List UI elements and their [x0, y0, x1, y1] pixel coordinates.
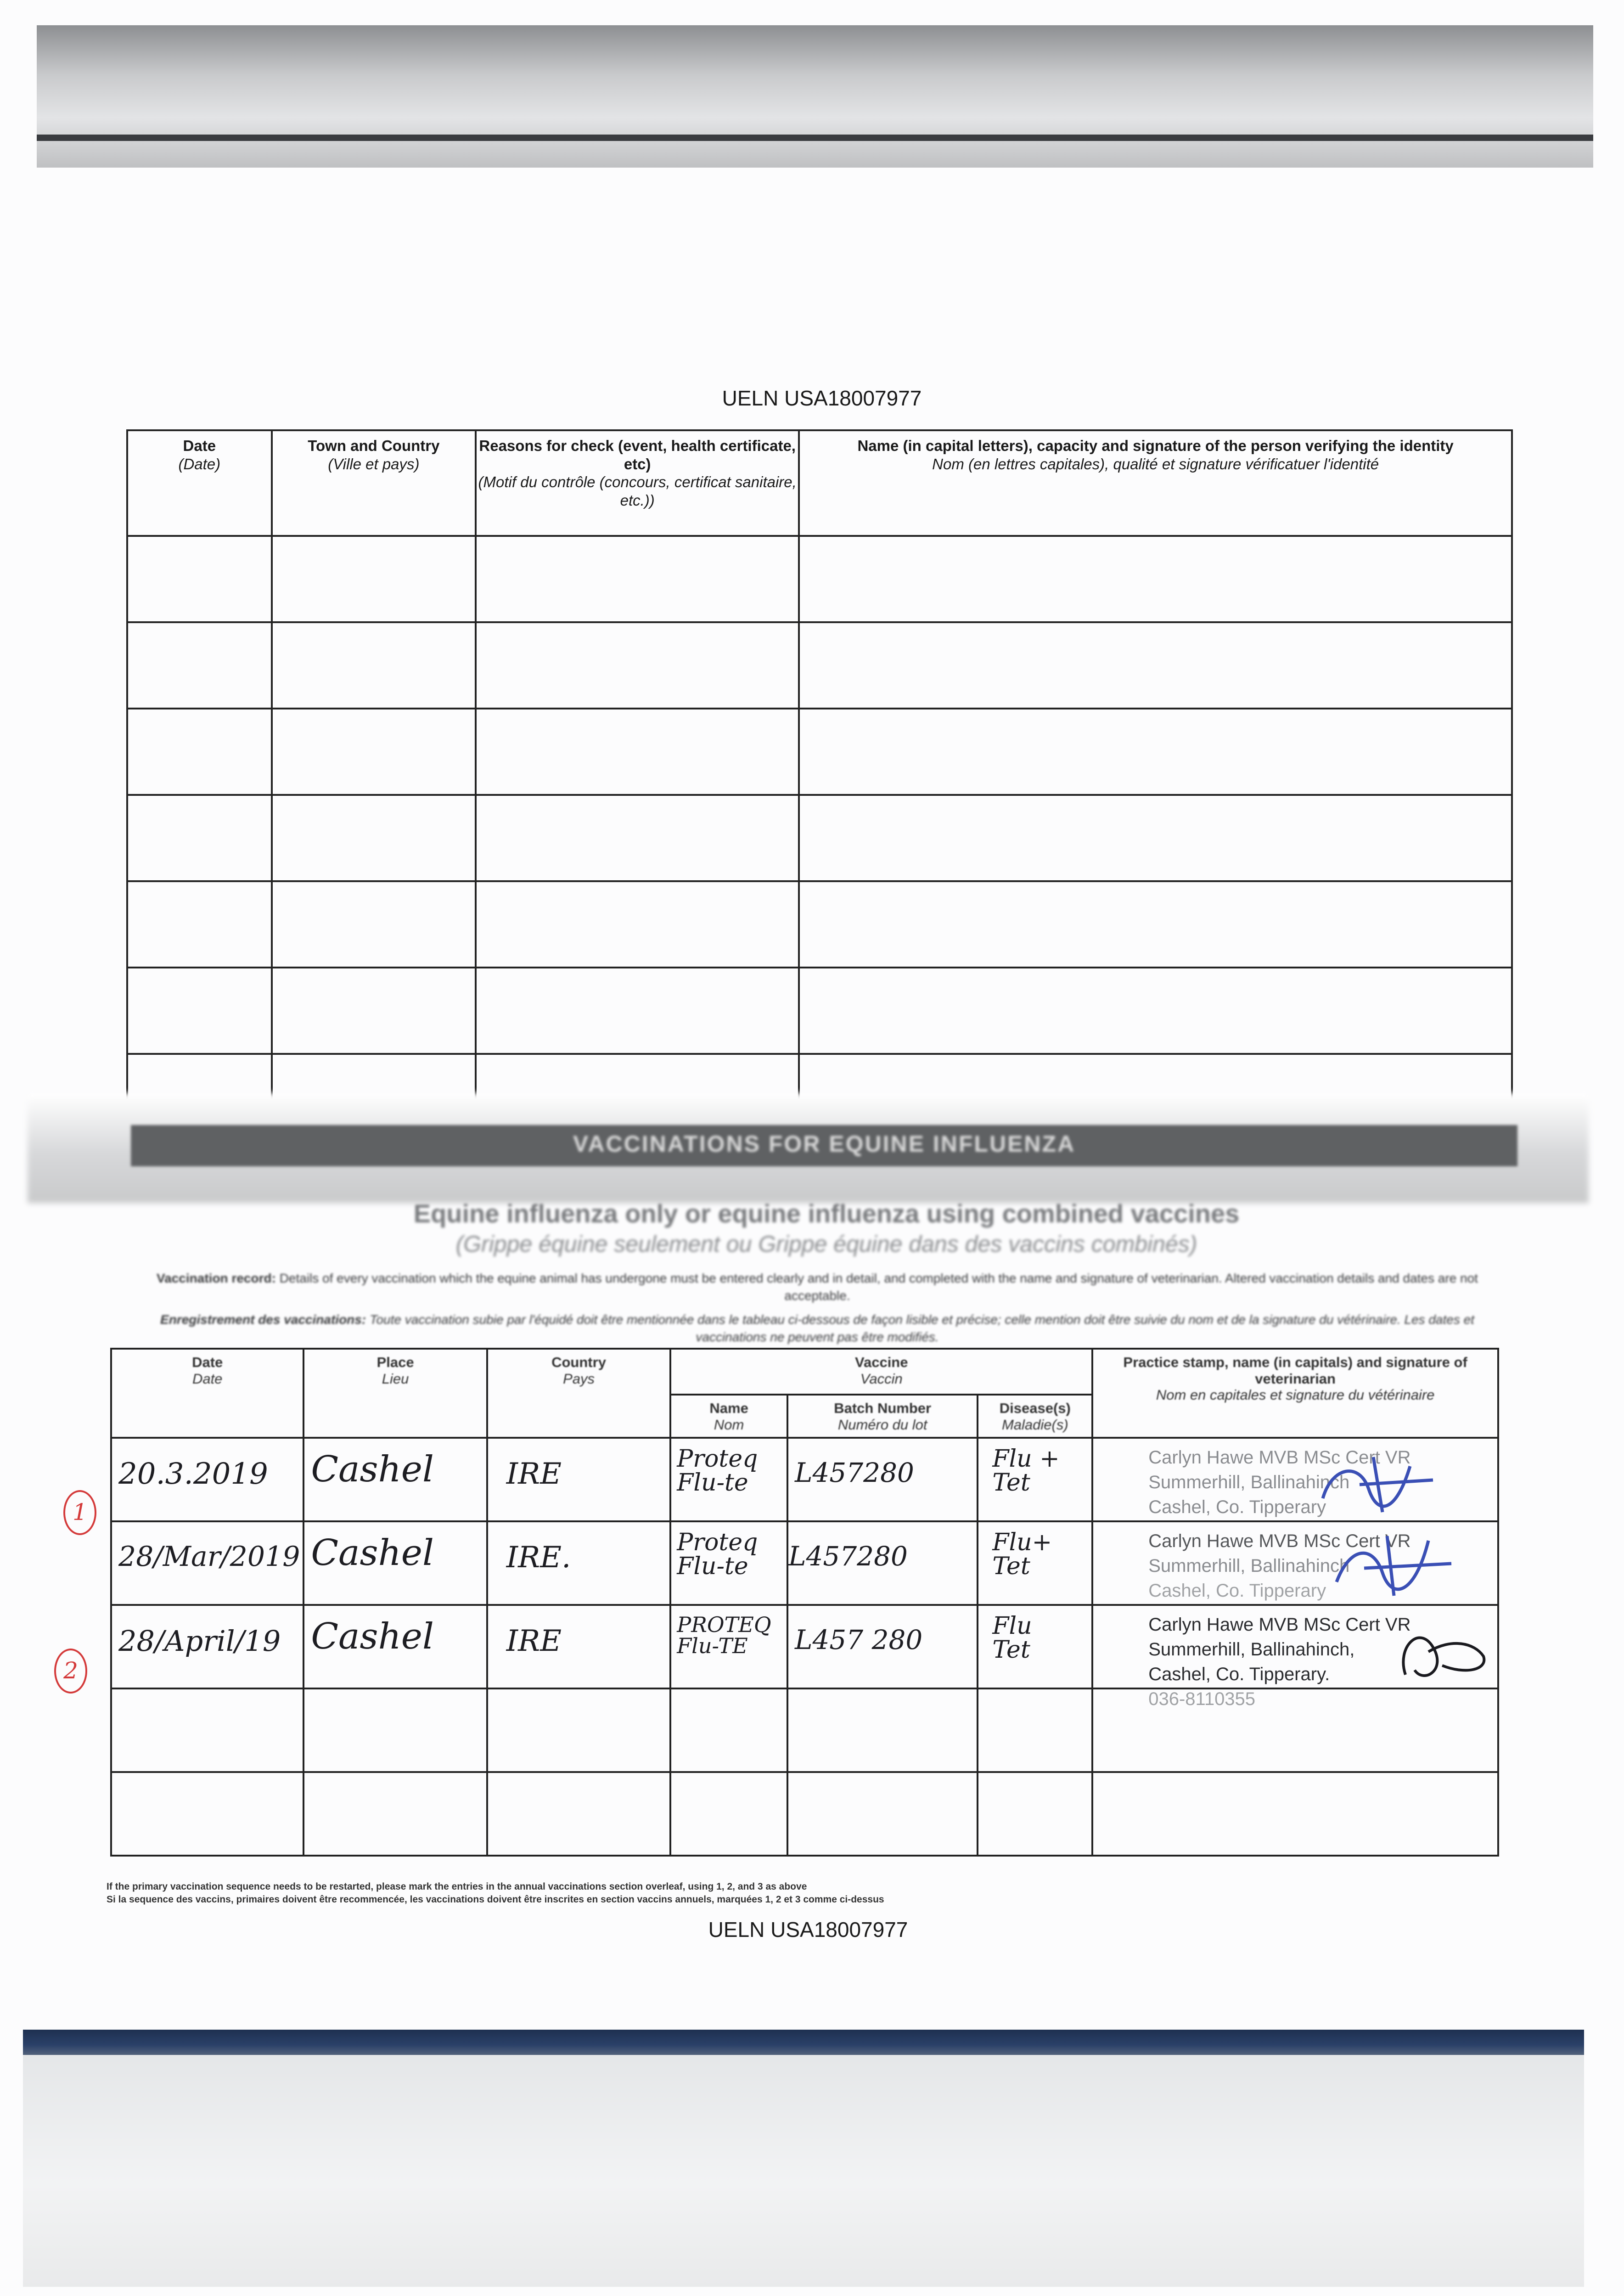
table-row: [127, 709, 1512, 795]
table-row: [127, 536, 1512, 622]
vacc-name: Proteq Flu-te: [677, 1529, 758, 1580]
header-vaccine: Vaccine Vaccin: [670, 1349, 1092, 1395]
vet-signature: [1387, 1620, 1497, 1688]
vacc-place: Cashel: [311, 1449, 434, 1490]
table-row: [127, 795, 1512, 881]
vaccination-record-fr: Enregistrement des vaccinations: Toute vaccination subie par l'équidé doit être mentionnée dans le tableau ci-dessous de façon lisible et précise; celle mention doit être suivie du nom et de la signature du vétérinaire. Les dates et vaccinations ne peuvent pas être modifiés.: [160, 1312, 1474, 1344]
header-batch-number: Batch Number Numéro du lot: [787, 1395, 978, 1438]
table-row: [111, 1688, 1498, 1772]
header-reasons: Reasons for check (event, health certificate, etc) (Motif du contrôle (concours, certificat sanitaire, etc.)): [476, 430, 799, 536]
table-row: [127, 622, 1512, 709]
vacc-disease: Flu Tet: [992, 1612, 1032, 1664]
vacc-date: 28/April/19: [118, 1624, 281, 1658]
vacc-batch: L457280: [788, 1541, 908, 1572]
vet-signature: [1314, 1527, 1461, 1600]
header-vacc-date: Date Date: [111, 1349, 303, 1438]
table-row: [127, 968, 1512, 1054]
practice-stamp: Carlyn Hawe MVB MSc Cert VR Summerhill, Ballinahinch Cashel, Co. Tipperary: [1148, 1447, 1411, 1517]
scan-top-edge: [37, 25, 1593, 168]
practice-stamp: Carlyn Hawe MVB MSc Cert VR Summerhill, Ballinahinch, Cashel, Co. Tipperary. 036-8110355: [1148, 1615, 1411, 1709]
identity-check-table: [126, 429, 1513, 1141]
vaccination-subtitle-fr: (Grippe équine seulement ou Grippe équine dans des vaccins combinés): [455, 1231, 1197, 1257]
table-row: [111, 1772, 1498, 1856]
vacc-place: Cashel: [311, 1616, 434, 1657]
table-row: [111, 1438, 1498, 1521]
vaccination-table: [110, 1348, 1499, 1857]
header-date: Date (Date): [127, 430, 272, 536]
scan-bottom-edge: [23, 2030, 1584, 2287]
vacc-batch: L457280: [794, 1457, 914, 1488]
vacc-country: IRE: [506, 1457, 562, 1491]
header-vaccine-name: Name Nom: [670, 1395, 787, 1438]
vaccination-subtitle: Equine influenza only or equine influenza using combined vaccines: [413, 1199, 1240, 1228]
practice-stamp: Carlyn Hawe MVB MSc Cert VR Summerhill, Ballinahinch Cashel, Co. Tipperary: [1148, 1531, 1411, 1601]
scan-bottom-rule: [23, 2030, 1584, 2055]
vacc-name: Proteq Flu-te: [677, 1445, 758, 1497]
header-town-country: Town and Country (Ville et pays): [272, 430, 476, 536]
vet-signature: [1304, 1448, 1442, 1517]
vaccination-record-en: Vaccination record: Details of every vaccination which the equine animal has undergone must be entered clearly and in detail, and completed with the name and signature of veterinarian. Altered vaccination details and dates are not acceptable.: [157, 1271, 1478, 1303]
vacc-name: PROTEQ Flu-TE: [677, 1612, 771, 1658]
vacc-place: Cashel: [311, 1532, 434, 1574]
scan-top-rule: [37, 135, 1593, 141]
vacc-country: IRE: [506, 1624, 562, 1658]
table-row: [127, 881, 1512, 968]
ueln-top: UELN USA18007977: [722, 386, 922, 410]
vacc-date: 20.3.2019: [118, 1457, 268, 1491]
vacc-batch: L457 280: [794, 1624, 923, 1655]
table-row: [111, 1521, 1498, 1605]
table-row: [111, 1605, 1498, 1688]
header-verifier: Name (in capital letters), capacity and signature of the person verifying the identity Nom (en lettres capitales), qualité et signature vérificatuer l'identité: [799, 430, 1512, 536]
vacc-date: 28/Mar/2019: [118, 1541, 300, 1573]
vacc-disease: Flu+ Tet: [992, 1529, 1052, 1580]
header-vacc-place: Place Lieu: [303, 1349, 487, 1438]
vacc-country: IRE.: [506, 1541, 571, 1575]
vaccination-title: VACCINATIONS FOR EQUINE INFLUENZA: [573, 1131, 1076, 1157]
restart-marker-2: 2: [54, 1649, 87, 1694]
restart-marker-1: 1: [63, 1490, 96, 1535]
vacc-disease: Flu + Tet: [992, 1445, 1060, 1497]
footnote: If the primary vaccination sequence needs to be restarted, please mark the entries in the annual vaccinations section overleaf, using 1, 2, and 3 as above Si la sequence des vaccins, primaires doivent être recommencée, les vaccinations doivent être inscrites en section vaccins annuels, marquées 1, 2 et 3 comme ci-dessus: [107, 1881, 884, 1905]
header-vacc-country: Country Pays: [487, 1349, 670, 1438]
header-practice-stamp: Practice stamp, name (in capitals) and signature of veterinarian Nom en capitales et signature du vétérinaire: [1092, 1349, 1498, 1438]
header-diseases: Disease(s) Maladie(s): [978, 1395, 1092, 1438]
ueln-bottom: UELN USA18007977: [708, 1918, 908, 1941]
